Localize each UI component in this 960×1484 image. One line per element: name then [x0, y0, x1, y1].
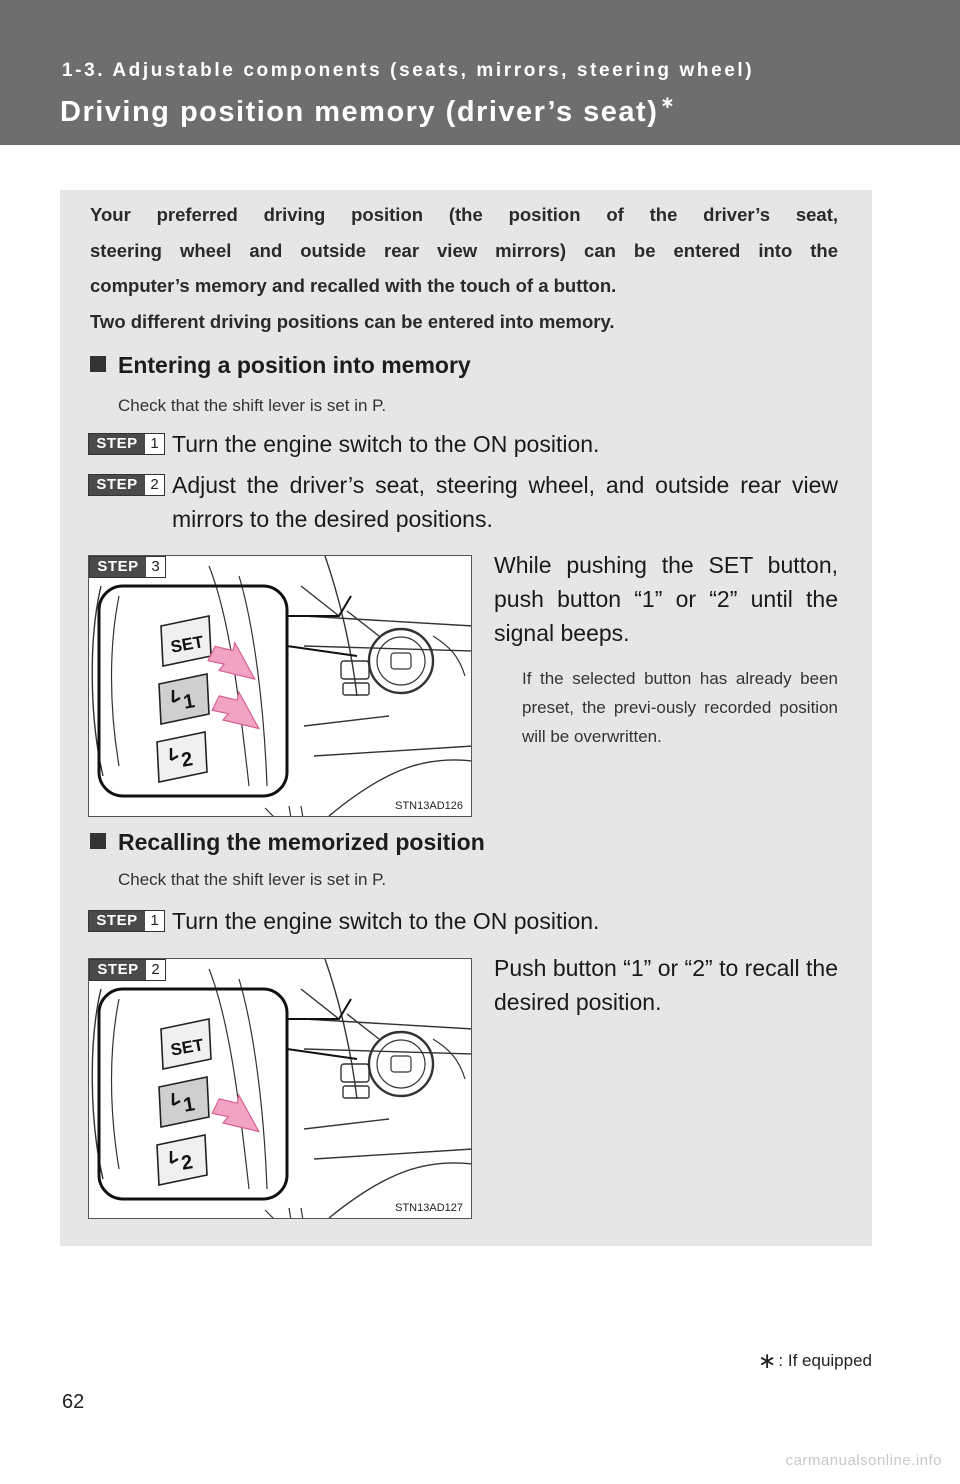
page-number: 62: [62, 1391, 85, 1413]
entering-step-2-text: Adjust the driver’s seat, steering wheel, and outside rear view mirrors to the desired positions.: [172, 472, 838, 532]
page-header: [0, 0, 960, 145]
square-bullet-icon: [90, 356, 106, 372]
entering-step-3-note: If the selected button has already been preset, the previ-ously recorded position will be overwritten.: [522, 669, 838, 746]
asterisk-icon: ∗: [757, 1348, 777, 1373]
recalling-heading: [90, 829, 485, 856]
step-number: 1: [150, 912, 159, 929]
step-number: 2: [150, 476, 159, 493]
step-number: 3: [151, 558, 160, 575]
if-equipped-mark: ∗: [660, 93, 677, 112]
figure-code: STN13AD127: [395, 1202, 463, 1214]
intro-line-4: Two different driving positions can be entered into memory.: [90, 311, 615, 332]
square-bullet-icon: [90, 833, 106, 849]
illustration-set-buttons: [88, 555, 472, 817]
step-label: STEP: [90, 557, 146, 577]
step-number: 2: [151, 961, 160, 978]
entering-note: Check that the shift lever is set in P.: [118, 396, 387, 415]
page-title-text: Driving position memory (driver’s seat): [60, 96, 659, 128]
button-2-label: 2: [179, 1151, 195, 1175]
intro-line-3: computer’s memory and recalled with the touch of a button.: [90, 275, 617, 296]
recalling-note: Check that the shift lever is set in P.: [118, 870, 387, 889]
page-title: [60, 93, 676, 129]
intro-line-1: Your preferred driving position (the position of the driver’s seat,: [90, 204, 838, 225]
entering-heading: [90, 352, 471, 379]
door-panel-illustration: [89, 556, 472, 817]
recalling-step-2-text: Push button “1” or “2” to recall the desired position.: [494, 955, 838, 1015]
set-button-label: SET: [169, 1035, 206, 1060]
step-badge: [89, 556, 166, 578]
button-1-label: 1: [181, 690, 197, 714]
button-2-label: 2: [179, 748, 195, 772]
step-label: STEP: [89, 475, 145, 495]
door-panel-illustration: [89, 959, 472, 1219]
step-badge: [89, 959, 166, 981]
illustration-recall-buttons: [88, 958, 472, 1219]
recalling-step-1-text: Turn the engine switch to the ON position.: [172, 908, 600, 934]
step-number: 1: [150, 435, 159, 452]
section-title: 1-3. Adjustable components (seats, mirrors, steering wheel): [62, 60, 755, 81]
figure-code: STN13AD126: [395, 800, 463, 812]
intro-line-2: steering wheel and outside rear view mirrors) can be entered into the: [90, 240, 838, 261]
recalling-heading-text: Recalling the memorized position: [118, 829, 485, 855]
entering-step-1-text: Turn the engine switch to the ON position.: [172, 431, 600, 457]
step-badge: [88, 474, 165, 496]
set-button-label: SET: [169, 632, 206, 657]
footnote-text: : If equipped: [778, 1351, 872, 1370]
entering-step-3-text: While pushing the SET button, push button “1” or “2” until the signal beeps.: [494, 552, 838, 646]
step-badge: [88, 910, 165, 932]
step-label: STEP: [89, 434, 145, 454]
entering-heading-text: Entering a position into memory: [118, 352, 471, 378]
step-label: STEP: [90, 960, 146, 980]
footnote: [758, 1348, 872, 1374]
step-label: STEP: [89, 911, 145, 931]
step-badge: [88, 433, 165, 455]
button-1-label: 1: [181, 1093, 197, 1117]
watermark: carmanualsonline.info: [785, 1452, 942, 1469]
